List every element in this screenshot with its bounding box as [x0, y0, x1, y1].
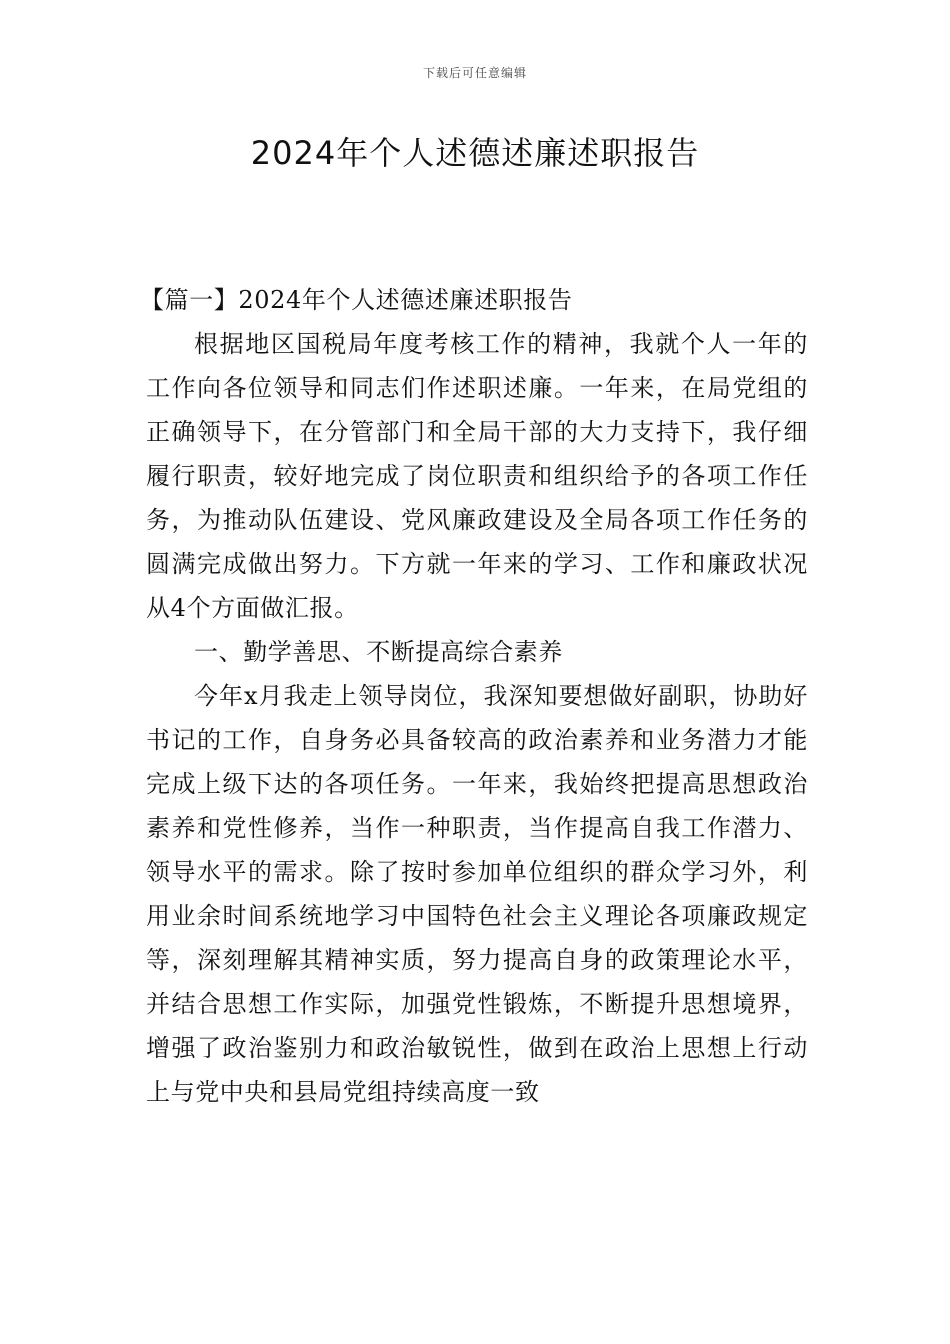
section-heading: 一、勤学善思、不断提高综合素养 [194, 638, 563, 666]
paragraph-study: 今年x月我走上领导岗位，我深知要想做好副职，协助好书记的工作，自身务必具备较高的政治素养和业务潜力才能完成上级下达的各项任务。一年来，我始终把提高思想政治素养和党性修养，当作一种职责，当作提高自我工作潜力、领导水平的需求。除了按时参加单位组织的群众学习外，利用业余时间系统地学习中国特色社会主义理论各项廉政规定等，深刻理解其精神实质，努力提高自身的政策理论水平，并结合思想工作实际，加强党性锻炼，不断提升思想境界，增强了政治鉴别力和政治敏锐性，做到在政治上思想上行动上与党中央和县局党组持续高度一致 [146, 682, 808, 1106]
paragraph-intro: 根据地区国税局年度考核工作的精神，我就个人一年的工作向各位领导和同志们作述职述廉。一年来，在局党组的正确领导下，在分管部门和全局干部的大力支持下，我仔细履行职责，较好地完成了岗位职责和组织给予的各项工作任务，为推动队伍建设、党风廉政建设及全局各项工作任务的圆满完成做出努力。下方就一年来的学习、工作和廉政状况从4个方面做汇报。 [146, 330, 808, 622]
header-note: 下载后可任意编辑 [422, 66, 527, 80]
document-title: 2024年个人述德述廉述职报告 [250, 134, 700, 172]
document-body [140, 278, 808, 1114]
section-label: 【篇一】2024年个人述德述廉述职报告 [140, 286, 573, 314]
